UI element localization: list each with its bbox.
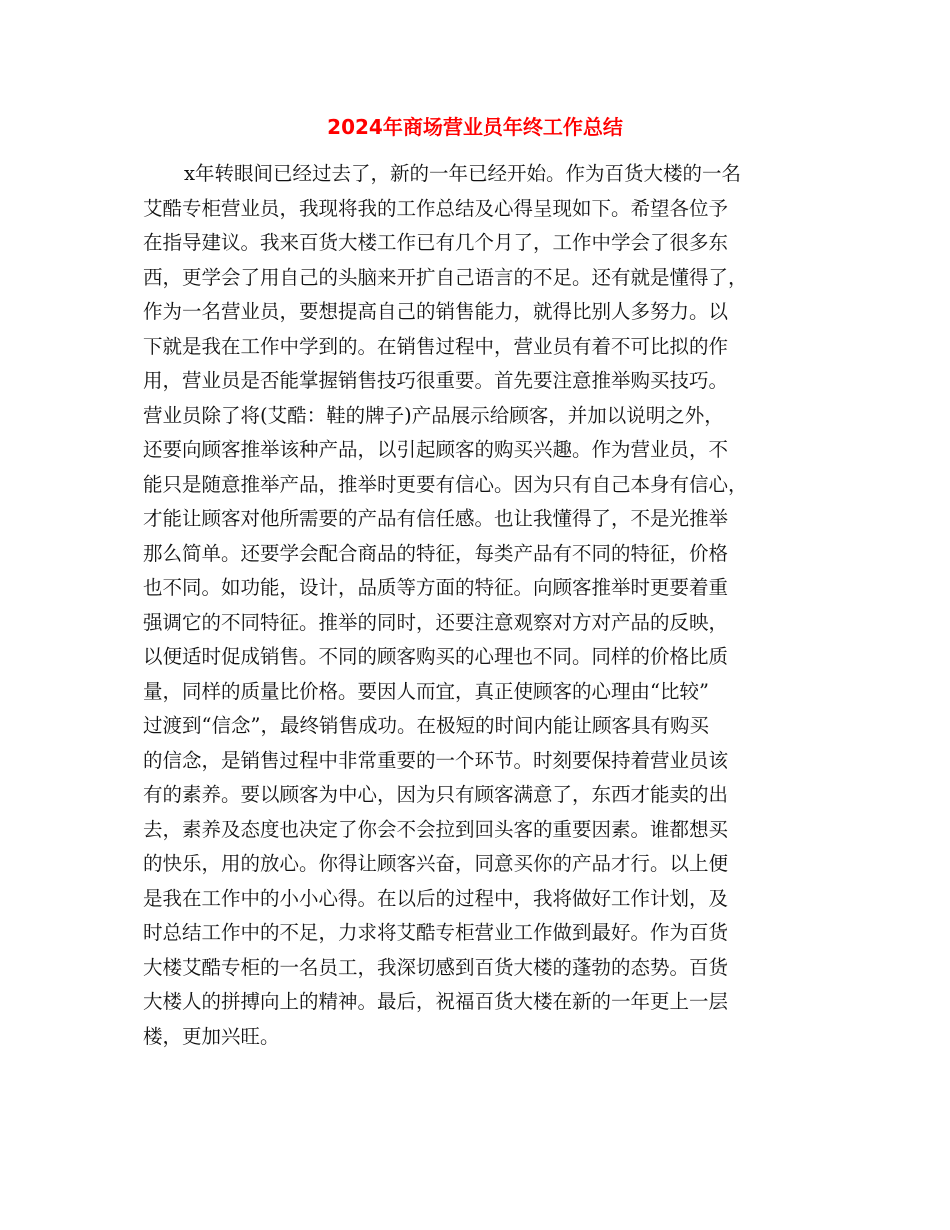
body-line: 营业员除了将(艾酷：鞋的牌子)产品展示给顾客，并加以说明之外， [143,403,724,427]
body-line: 才能让顾客对他所需要的产品有信任感。也让我懂得了，不是光推举 [143,507,729,530]
body-line: 楼，更加兴旺。 [143,1024,280,1048]
body-line: 还要向顾客推举该种产品，以引起顾客的购买兴趣。作为营业员，不 [143,438,729,461]
body-line: 西，更学会了用自己的头脑来开扩自己语言的不足。还有就是懂得了， [143,265,748,289]
body-line: 是我在工作中的小小心得。在以后的过程中，我将做好工作计划，及 [143,886,729,910]
body-line: 的信念，是销售过程中非常重要的一个环节。时刻要保持着营业员该 [143,748,729,772]
body-line: 下就是我在工作中学到的。在销售过程中，营业员有着不可比拟的作 [143,334,729,358]
body-line: 大楼人的拼搏向上的精神。最后，祝福百货大楼在新的一年更上一层 [143,990,729,1013]
body-line: 在指导建议。我来百货大楼工作已有几个月了，工作中学会了很多东 [143,231,729,254]
body-line: 时总结工作中的不足，力求将艾酷专柜营业工作做到最好。作为百货 [143,921,729,944]
body-line: 用，营业员是否能掌握销售技巧很重要。首先要注意推举购买技巧。 [143,369,729,392]
body-line: 有的素养。要以顾客为中心，因为只有顾客满意了，东西才能卖的出 [143,783,729,806]
body-line: 艾酷专柜营业员，我现将我的工作总结及心得呈现如下。希望各位予 [143,196,729,220]
body-line: 以便适时促成销售。不同的顾客购买的心理也不同。同样的价格比质 [143,645,729,668]
body-line: 大楼艾酷专柜的一名员工，我深切感到百货大楼的蓬勃的态势。百货 [143,955,729,979]
body-line: 那么简单。还要学会配合商品的特征，每类产品有不同的特征，价格 [143,541,729,565]
body-line: 量，同样的质量比价格。要因人而宜，真正使顾客的心理由“比较” [143,679,709,703]
document-title: 2024年商场营业员年终工作总结 [327,115,623,139]
document-body [143,157,813,1054]
body-line: x年转眼间已经过去了，新的一年已经开始。作为百货大楼的一名 [184,162,741,185]
body-line: 能只是随意推举产品，推举时更要有信心。因为只有自己本身有信心， [143,472,748,496]
body-line: 强调它的不同特征。推举的同时，还要注意观察对方对产品的反映， [143,610,729,634]
body-line: 作为一名营业员，要想提高自己的销售能力，就得比别人多努力。以 [143,300,729,323]
body-line: 去，素养及态度也决定了你会不会拉到回头客的重要因素。谁都想买 [143,817,729,841]
body-line: 过渡到“信念”，最终销售成功。在极短的时间内能让顾客具有购买 [143,714,709,737]
body-line: 也不同。如功能，设计，品质等方面的特征。向顾客推举时更要着重 [143,576,729,599]
body-line: 的快乐，用的放心。你得让顾客兴奋，同意买你的产品才行。以上便 [143,852,729,875]
